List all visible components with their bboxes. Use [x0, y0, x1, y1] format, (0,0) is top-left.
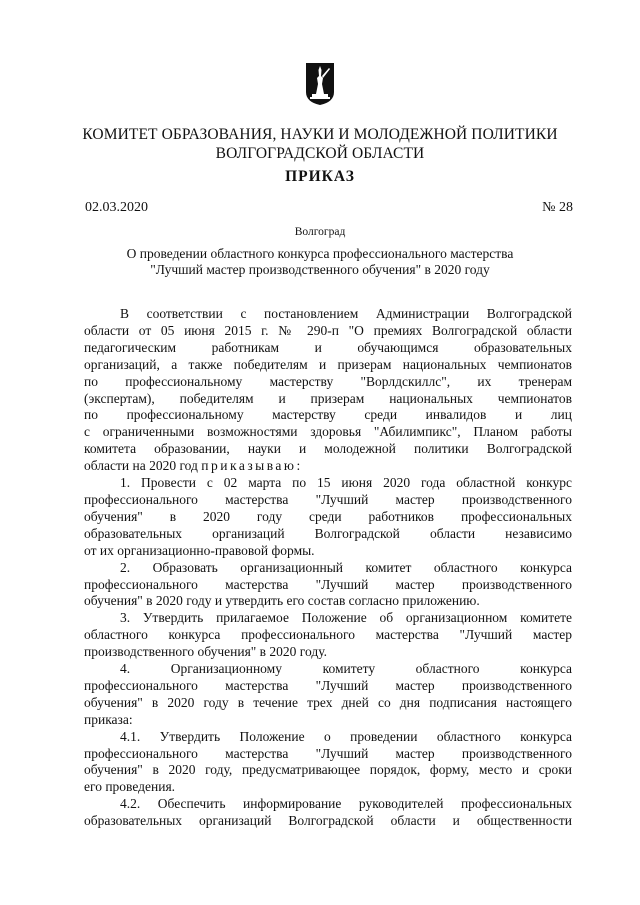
text-line: областного конкурса профессионального мастерства "Лучший мастер [84, 627, 572, 643]
order-city: Волгоград [294, 226, 346, 238]
text-line: профессионального мастерства "Лучший мастер производственного [84, 576, 572, 592]
committee-line-2: ВОЛГОГРАДСКОЙ ОБЛАСТИ [215, 145, 425, 162]
text-line: приказа: [84, 711, 133, 727]
text-line: по профессиональному мастерству "Ворлдскиллс", их тренерам [84, 373, 572, 389]
text-line: профессионального мастерства "Лучший мастер производственного [84, 745, 572, 761]
text-line: образовательных организаций Волгоградской области и общественности [84, 813, 572, 829]
paragraph-item-4-2 [84, 796, 572, 830]
text-line: его проведения. [84, 779, 176, 795]
subject-line-2: "Лучший мастер производственного обучения" в 2020 году [150, 261, 490, 277]
text-line: обучения" в 2020 году среди работников профессиональных [84, 508, 572, 524]
paragraph-item-3 [84, 610, 572, 661]
text-line: комитета образовании, науки и молодежной политики Волгоградской [84, 441, 572, 457]
text-line: производственного обучения" в 2020 году. [84, 644, 328, 660]
text-line: от их организационно-правовой формы. [84, 542, 315, 558]
text-line: В соответствии с постановлением Администрации Волгоградской [120, 306, 572, 321]
order-number: № 28 [542, 200, 573, 215]
text-line: 2. Образовать организационный комитет областного конкурса [120, 559, 572, 575]
text-line: 4.1. Утвердить Положение о проведении областного конкурса [120, 728, 572, 744]
order-keyword: приказываю: [201, 458, 303, 474]
order-body [84, 306, 572, 830]
text-line: обучения" в 2020 году и утвердить его состав согласно приложению. [84, 593, 480, 609]
volgograd-coat-of-arms-icon [305, 62, 335, 106]
text-line [84, 458, 572, 475]
paragraph-preamble [84, 306, 572, 475]
text-line: 4.2. Обеспечить информирование руководителей профессиональных [120, 796, 572, 812]
text-line: профессионального мастерства "Лучший мастер производственного [84, 677, 572, 693]
text-line: обучения" в 2020 году, предусматривающее порядок, форму, место и сроки [84, 762, 572, 778]
paragraph-item-2 [84, 560, 572, 611]
text-line: 1. Провести с 02 марта по 15 июня 2020 года областной конкурс [120, 475, 572, 491]
order-date: 02.03.2020 [85, 200, 148, 215]
text-line: профессионального мастерства "Лучший мастер производственного [84, 491, 572, 507]
text-line: с ограниченными возможностями здоровья "Абилимпикс", Планом работы [84, 424, 572, 440]
subject-line-1: О проведении областного конкурса профессионального мастерства [126, 246, 514, 261]
text-fragment: области на 2020 год [84, 458, 198, 474]
text-line: обучения" в 2020 году в течение трех дней со дня подписания настоящего [84, 694, 572, 710]
paragraph-item-1 [84, 475, 572, 560]
text-line: (экспертам), победителям и призерам национальных чемпионатов [84, 390, 572, 406]
text-line: 4. Организационному комитету областного конкурса [120, 661, 572, 677]
text-line: 3. Утвердить прилагаемое Положение об организационном комитете [120, 610, 572, 626]
committee-line-1: КОМИТЕТ ОБРАЗОВАНИЯ, НАУКИ И МОЛОДЕЖНОЙ ПОЛИТИКИ [82, 126, 558, 143]
order-title: ПРИКАЗ [285, 168, 355, 185]
text-line: по профессиональному мастерству среди инвалидов и лиц [84, 407, 572, 423]
text-line: области от 05 июня 2015 г. № 290-п "О премиях Волгоградской области [84, 322, 572, 338]
order-subject [60, 246, 580, 277]
paragraph-item-4-1 [84, 729, 572, 797]
text-line: педагогическим работникам и обучающимся образовательных [84, 339, 572, 355]
paragraph-item-4 [84, 661, 572, 729]
text-line: организаций, а также победителям и призерам национальных чемпионатов [84, 356, 572, 372]
text-line: образовательных организаций Волгоградской области независимо [84, 525, 572, 541]
committee-name [60, 125, 580, 163]
